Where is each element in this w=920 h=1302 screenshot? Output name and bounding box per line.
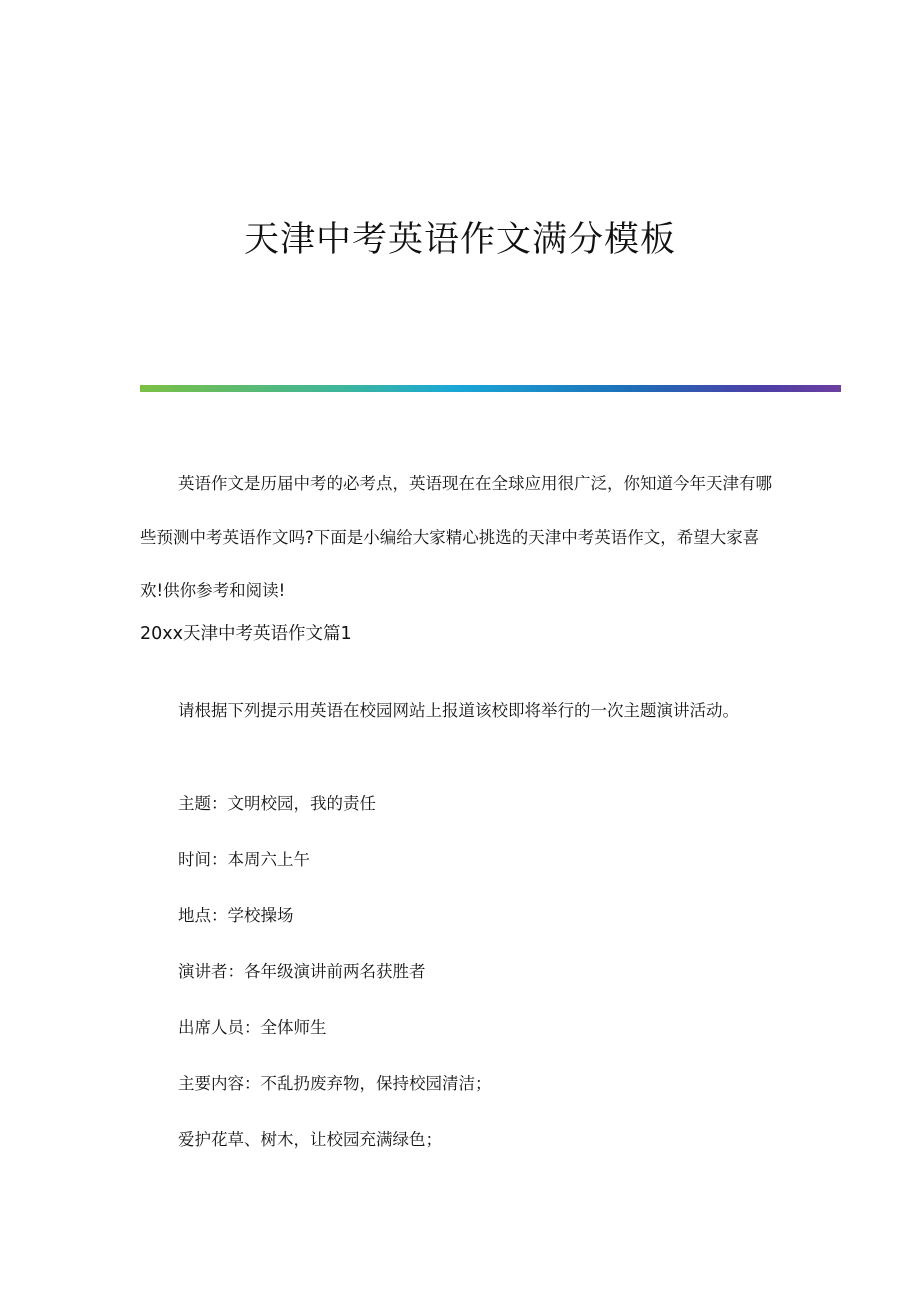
prompt-paragraph: 请根据下列提示用英语在校园网站上报道该校即将举行的一次主题演讲活动。 bbox=[178, 701, 739, 720]
intro-paragraph: 英语作文是历届中考的必考点，英语现在在全球应用很广泛，你知道今年天津有哪些预测中考英语作文吗?下面是小编给大家精心挑选的天津中考英语作文，希望大家喜欢!供你参考和阅读! bbox=[140, 474, 772, 600]
title-divider bbox=[140, 385, 841, 392]
list-item-content-2: 爱护花草、树木，让校园充满绿色； bbox=[178, 1130, 442, 1149]
list-item-time: 时间：本周六上午 bbox=[178, 850, 310, 869]
list-item-speakers: 演讲者：各年级演讲前两名获胜者 bbox=[178, 962, 426, 981]
list-item-location: 地点：学校操场 bbox=[178, 906, 294, 925]
section-heading: 20xx天津中考英语作文篇1 bbox=[140, 624, 352, 644]
list-item-topic: 主题：文明校园，我的责任 bbox=[178, 794, 376, 813]
list-item-content-1: 主要内容：不乱扔废弃物，保持校园清洁； bbox=[178, 1074, 492, 1093]
list-item-attendees: 出席人员：全体师生 bbox=[178, 1018, 327, 1037]
document-title: 天津中考英语作文满分模板 bbox=[243, 220, 676, 260]
